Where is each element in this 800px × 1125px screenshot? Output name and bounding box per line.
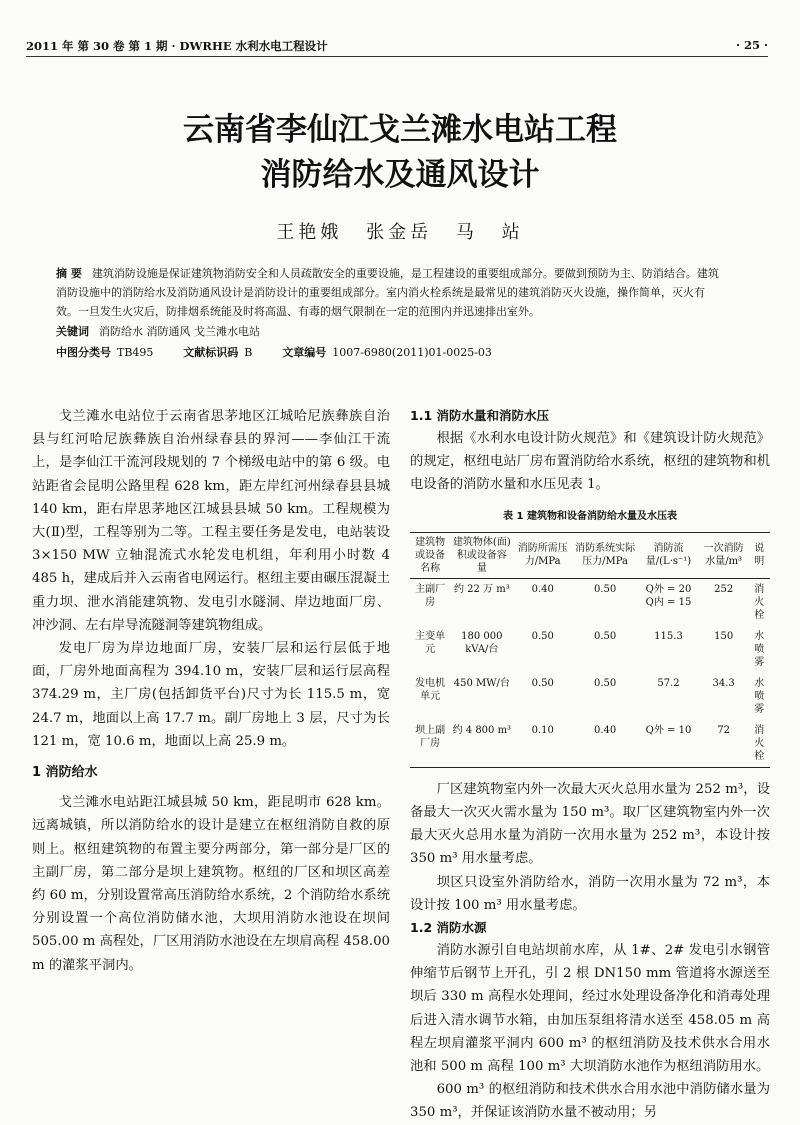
left-column (32, 405, 390, 977)
keywords-label: 关键词 (56, 325, 89, 338)
table-header-cell: 说明 (754, 543, 765, 568)
table-cell: 180 000 kVA/台 (461, 630, 503, 655)
fire-water-table (410, 532, 770, 768)
subsection-heading-1-1: 1.1 消防水量和消防水压 (410, 408, 549, 423)
abstract-block (56, 264, 722, 362)
article-number-value: 1007-6980(2011)01-0025-03 (332, 346, 492, 359)
subsection-heading-1-2: 1.2 消防水源 (410, 920, 487, 936)
abstract-text: 建筑消防设施是保证建筑物消防安全和人员疏散安全的重要设施，是工程建设的重要组成部分。要做到预防为主、防消结合。建筑消防设施中的消防给水及消防通风设计是消防设计的重要组成部分。室内消火栓系统是最常见的建筑消防灭火设施，操作简单，灭火有效。一旦发生火灾后，防排烟系统能及时将高温、有毒的烟气限制在一定的范围内并迅速排出室外。 (56, 267, 719, 318)
table-cell: 发电机单元 (415, 677, 446, 702)
table-header-cell: 建筑物体(面)积或设备容量 (452, 536, 511, 574)
table-cell: 0.50 (593, 630, 617, 642)
table-cell: 主变单元 (415, 630, 446, 655)
right-column (410, 405, 770, 1125)
table-cell: 0.50 (531, 630, 554, 642)
dam-water-paragraph: 坝区只设室外消防给水，消防一次用水量为 72 m³，本设计按 100 m³ 用水量考虑。 (410, 874, 770, 913)
intro-paragraph-1: 戈兰滩水电站位于云南省思茅地区江城哈尼族彝族自治县与红河哈尼族彝族自治州绿春县的界河——李仙江干流上，是李仙江干流河段规划的 7 个梯级电站中的第 6 级。电站距省会昆明公路里程 628 km，距左岸红河州绿春县县城 140 km，距右岸思茅地区江城县县城 50 km。工程规模为大(Ⅱ)型，工程等别为二等。工程主要任务是发电，电站装设 3×150 MW 立轴混流式水轮发电机组，年利用小时数 4 485 h，建成后并入云南省电网运行。枢纽主要由碾压混凝土重力坝、泄水消能建筑物、发电引水隧洞、岸边地面厂房、冲沙洞、左右岸导流隧洞等建筑物组成。 (32, 409, 390, 633)
table-caption: 表 1 建筑物和设备消防给水量及水压表 (503, 510, 677, 522)
article-number-label: 文章编号 (282, 346, 327, 359)
journal-info: 2011 年 第 30 卷 第 1 期 · DWRHE 水利水电工程设计 (26, 39, 328, 53)
table-header-cell: 建筑物或设备名称 (415, 536, 446, 574)
table-cell: 水喷雾 (754, 677, 765, 715)
reservoir-paragraph: 600 m³ 的枢纽消防和技术供水合用水池中消防储水量为 350 m³，并保证该消防水量不被动用；另 (410, 1082, 770, 1121)
water-volume-paragraph: 厂区建筑物室内外一次最大灭火总用水量为 252 m³，设备最大一次灭火需水量为 150 m³。取厂区建筑物室内外一次最大灭火总用水量为消防一次用水量为 252 m³，本设计按 350 m³ 用水量考虑。 (410, 781, 770, 867)
section-1-paragraph: 戈兰滩水电站距江城县城 50 km，距昆明市 628 km。远离城镇，所以消防给水的设计是建立在枢纽消防自救的原则上。枢纽建筑物的布置主要分两部分，第一部分是厂区的主副厂房，第二部分是坝上建筑物。枢纽的厂区和坝区高差约 60 m，分别设置常高压消防给水系统，2 个消防给水系统分别设置一个高位消防储水池，大坝用消防水池设在坝间 505.00 m 高程处，厂区用消防水池设在左坝肩高程 458.00 m 的灌浆平洞内。 (32, 795, 390, 973)
table-header-row (410, 532, 770, 578)
table-row (410, 626, 770, 673)
table-cell: 0.50 (593, 677, 617, 689)
running-header (26, 34, 768, 57)
table-cell: 115.3 (654, 630, 683, 642)
keywords: 消防给水 消防通风 戈兰滩水电站 (99, 325, 260, 338)
table-header-cell: 消防流量/(L·s⁻¹) (645, 543, 692, 568)
table-cell: 72 (717, 724, 731, 736)
table-header-cell: 消防所需压力/MPa (517, 543, 568, 568)
table-cell: 约 22 万 m³ (453, 583, 510, 595)
classification-line (56, 343, 722, 362)
intro-paragraph-2: 发电厂房为岸边地面厂房，安装厂层和运行层低于地面，厂房外地面高程为 394.10 m，安装厂层和运行层高程 374.29 m，主厂房(包括卸货平台)尺寸为长 115.5 m，宽 24.7 m，地面以上高 17.7 m。副厂房地上 3 层，尺寸为长 121 m，宽 10.6 m，地面以上高 25.9 m。 (32, 641, 390, 749)
abstract (56, 264, 722, 321)
table-cell: 34.3 (712, 677, 735, 689)
keywords-line (56, 322, 722, 341)
table-cell: 消火栓 (754, 724, 765, 762)
table-cell: 0.50 (531, 677, 554, 689)
table-cell: 450 MW/台 (453, 677, 510, 689)
title-line-2: 消防给水及通风设计 (260, 157, 540, 193)
title-line-1: 云南省李仙江戈兰滩水电站工程 (183, 112, 617, 148)
subsection-1-1-paragraph: 根据《水利水电设计防火规范》和《建筑设计防火规范》的规定，枢纽电站厂房布置消防给水系统，枢纽的建筑物和机电设备的消防水量和水压见表 1。 (410, 431, 770, 493)
page-number: · 25 · (735, 38, 768, 52)
table-cell: 0.50 (593, 583, 617, 595)
clc-label: 中图分类号 (56, 346, 111, 359)
table-header-cell: 一次消防水量/m³ (703, 543, 744, 568)
table-cell: Q外 = 20 Q内 = 15 (645, 583, 692, 608)
doc-code-value: B (244, 346, 253, 359)
clc-value: TB495 (117, 346, 154, 359)
table-cell: 坝上副厂房 (415, 724, 446, 749)
table-cell: 0.10 (531, 724, 554, 736)
table-row (410, 578, 770, 626)
table-cell: Q外 = 10 (645, 724, 692, 736)
table-cell: 主副厂房 (415, 583, 446, 608)
table-row (410, 720, 770, 768)
water-source-paragraph: 消防水源引自电站坝前水库，从 1#、2# 发电引水钢管伸缩节后钢节上开孔，引 2 根 DN150 mm 管道将水源送至坝后 330 m 高程水处理间，经过水处理设备净化和消毒处理后进入清水调节水箱，由加压泵组将清水送至 458.05 m 高程左坝肩灌浆平洞内 600 m³ 的枢纽消防及技术供水合用水池和 500 m 高程 100 m³ 大坝消防水池作为枢纽消防用水。 (410, 943, 770, 1075)
doc-code-label: 文献标识码 (183, 346, 239, 359)
table-cell: 消火栓 (754, 583, 765, 621)
table-header-cell: 消防系统实际压力/MPa (575, 543, 636, 568)
table-cell: 水喷雾 (754, 630, 765, 668)
section-heading-1: 1 消防给水 (32, 765, 98, 781)
table-cell: 252 (714, 583, 734, 595)
table-cell: 57.2 (657, 677, 680, 689)
authors: 王艳娥 张金岳 马 站 (276, 222, 524, 243)
table-cell: 0.40 (531, 583, 554, 595)
table-row (410, 673, 770, 720)
abstract-label: 摘 要 (56, 267, 82, 280)
paper-title (0, 108, 800, 198)
table-cell: 约 4 800 m³ (452, 724, 512, 736)
table-cell: 150 (714, 630, 734, 642)
table-cell: 0.40 (593, 724, 617, 736)
